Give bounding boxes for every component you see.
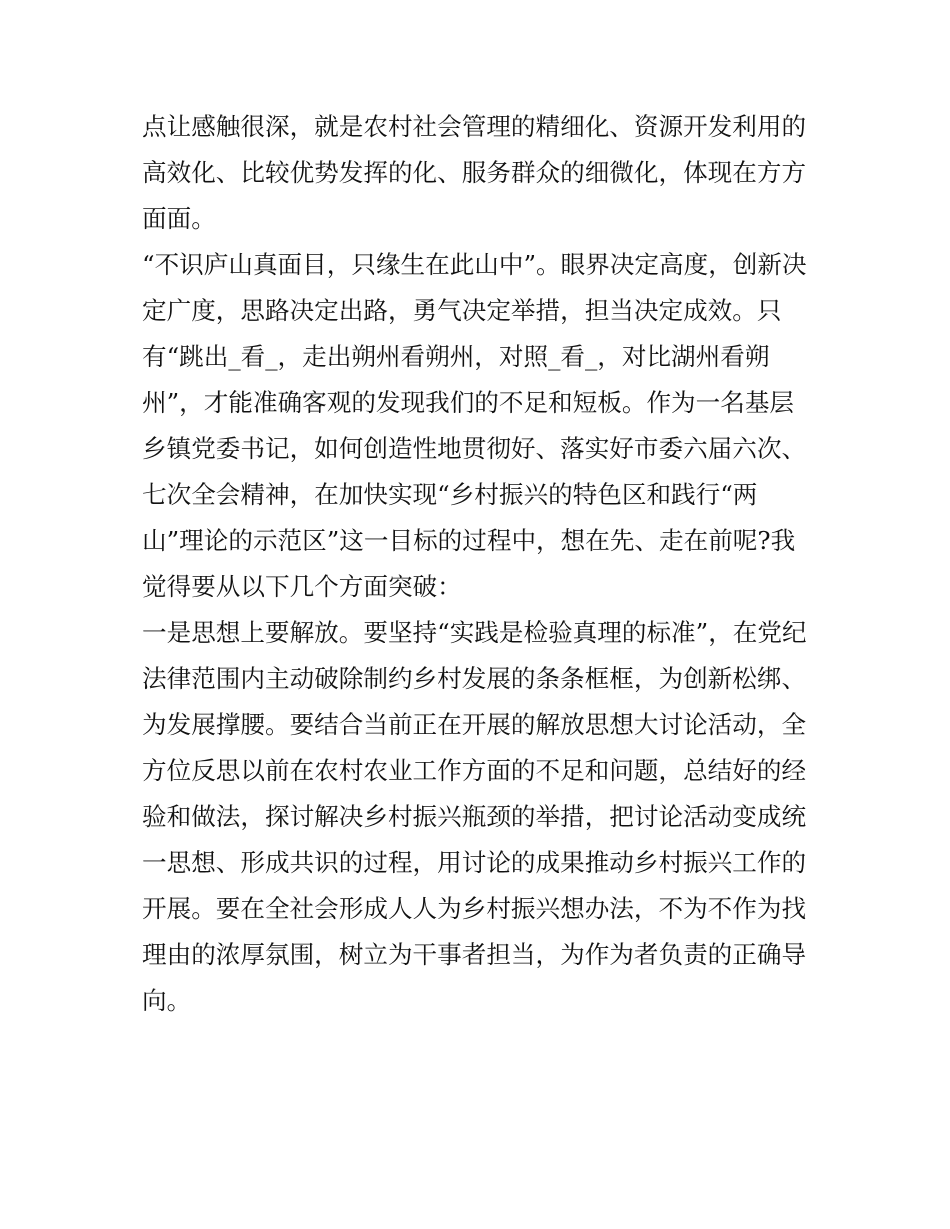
text-line: 开展。要在全社会形成人人为乡村振兴想办法，不为不作为找: [142, 894, 807, 923]
text-line: 点让感触很深，就是农村社会管理的精细化、资源开发利用的: [142, 112, 807, 141]
text-line: 有“跳出_看_，走出朔州看朔州，对照_看_，对比湖州看朔: [142, 342, 770, 371]
text-line: 验和做法，探讨解决乡村振兴瓶颈的举措，把讨论活动变成统: [142, 802, 807, 831]
text-line: 向。: [142, 986, 192, 1015]
text-line: 法律范围内主动破除制约乡村发展的条条框框，为创新松绑、: [142, 664, 807, 693]
text-line: 一思想、形成共识的过程，用讨论的成果推动乡村振兴工作的: [142, 848, 807, 877]
text-line: 为发展撑腰。要结合当前正在开展的解放思想大讨论活动，全: [142, 710, 807, 739]
text-line: 山”理论的示范区”这一目标的过程中，想在先、走在前呢?我: [142, 526, 796, 555]
text-line: 理由的浓厚氛围，树立为干事者担当，为作为者负责的正确导: [142, 940, 807, 969]
text-line: 方位反思以前在农村农业工作方面的不足和问题，总结好的经: [142, 756, 807, 785]
text-line: 七次全会精神，在加快实现“乡村振兴的特色区和践行“两: [142, 480, 758, 509]
text-line: 定广度，思路决定出路，勇气决定举措，担当决定成效。只: [142, 296, 782, 325]
text-line: 觉得要从以下几个方面突破：: [142, 572, 462, 601]
text-line: 面面。: [142, 204, 216, 233]
text-line: 高效化、比较优势发挥的化、服务群众的细微化，体现在方方: [142, 158, 807, 187]
text-line: 州”，才能准确客观的发现我们的不足和短板。作为一名基层: [142, 388, 795, 417]
text-line: “不识庐山真面目，只缘生在此山中”。眼界决定高度，创新决: [142, 250, 807, 279]
document-body-text: [142, 104, 814, 1024]
text-line: 乡镇党委书记，如何创造性地贯彻好、落实好市委六届六次、: [142, 434, 807, 463]
text-line: 一是思想上要解放。要坚持“实践是检验真理的标准”，在党纪: [142, 618, 807, 647]
